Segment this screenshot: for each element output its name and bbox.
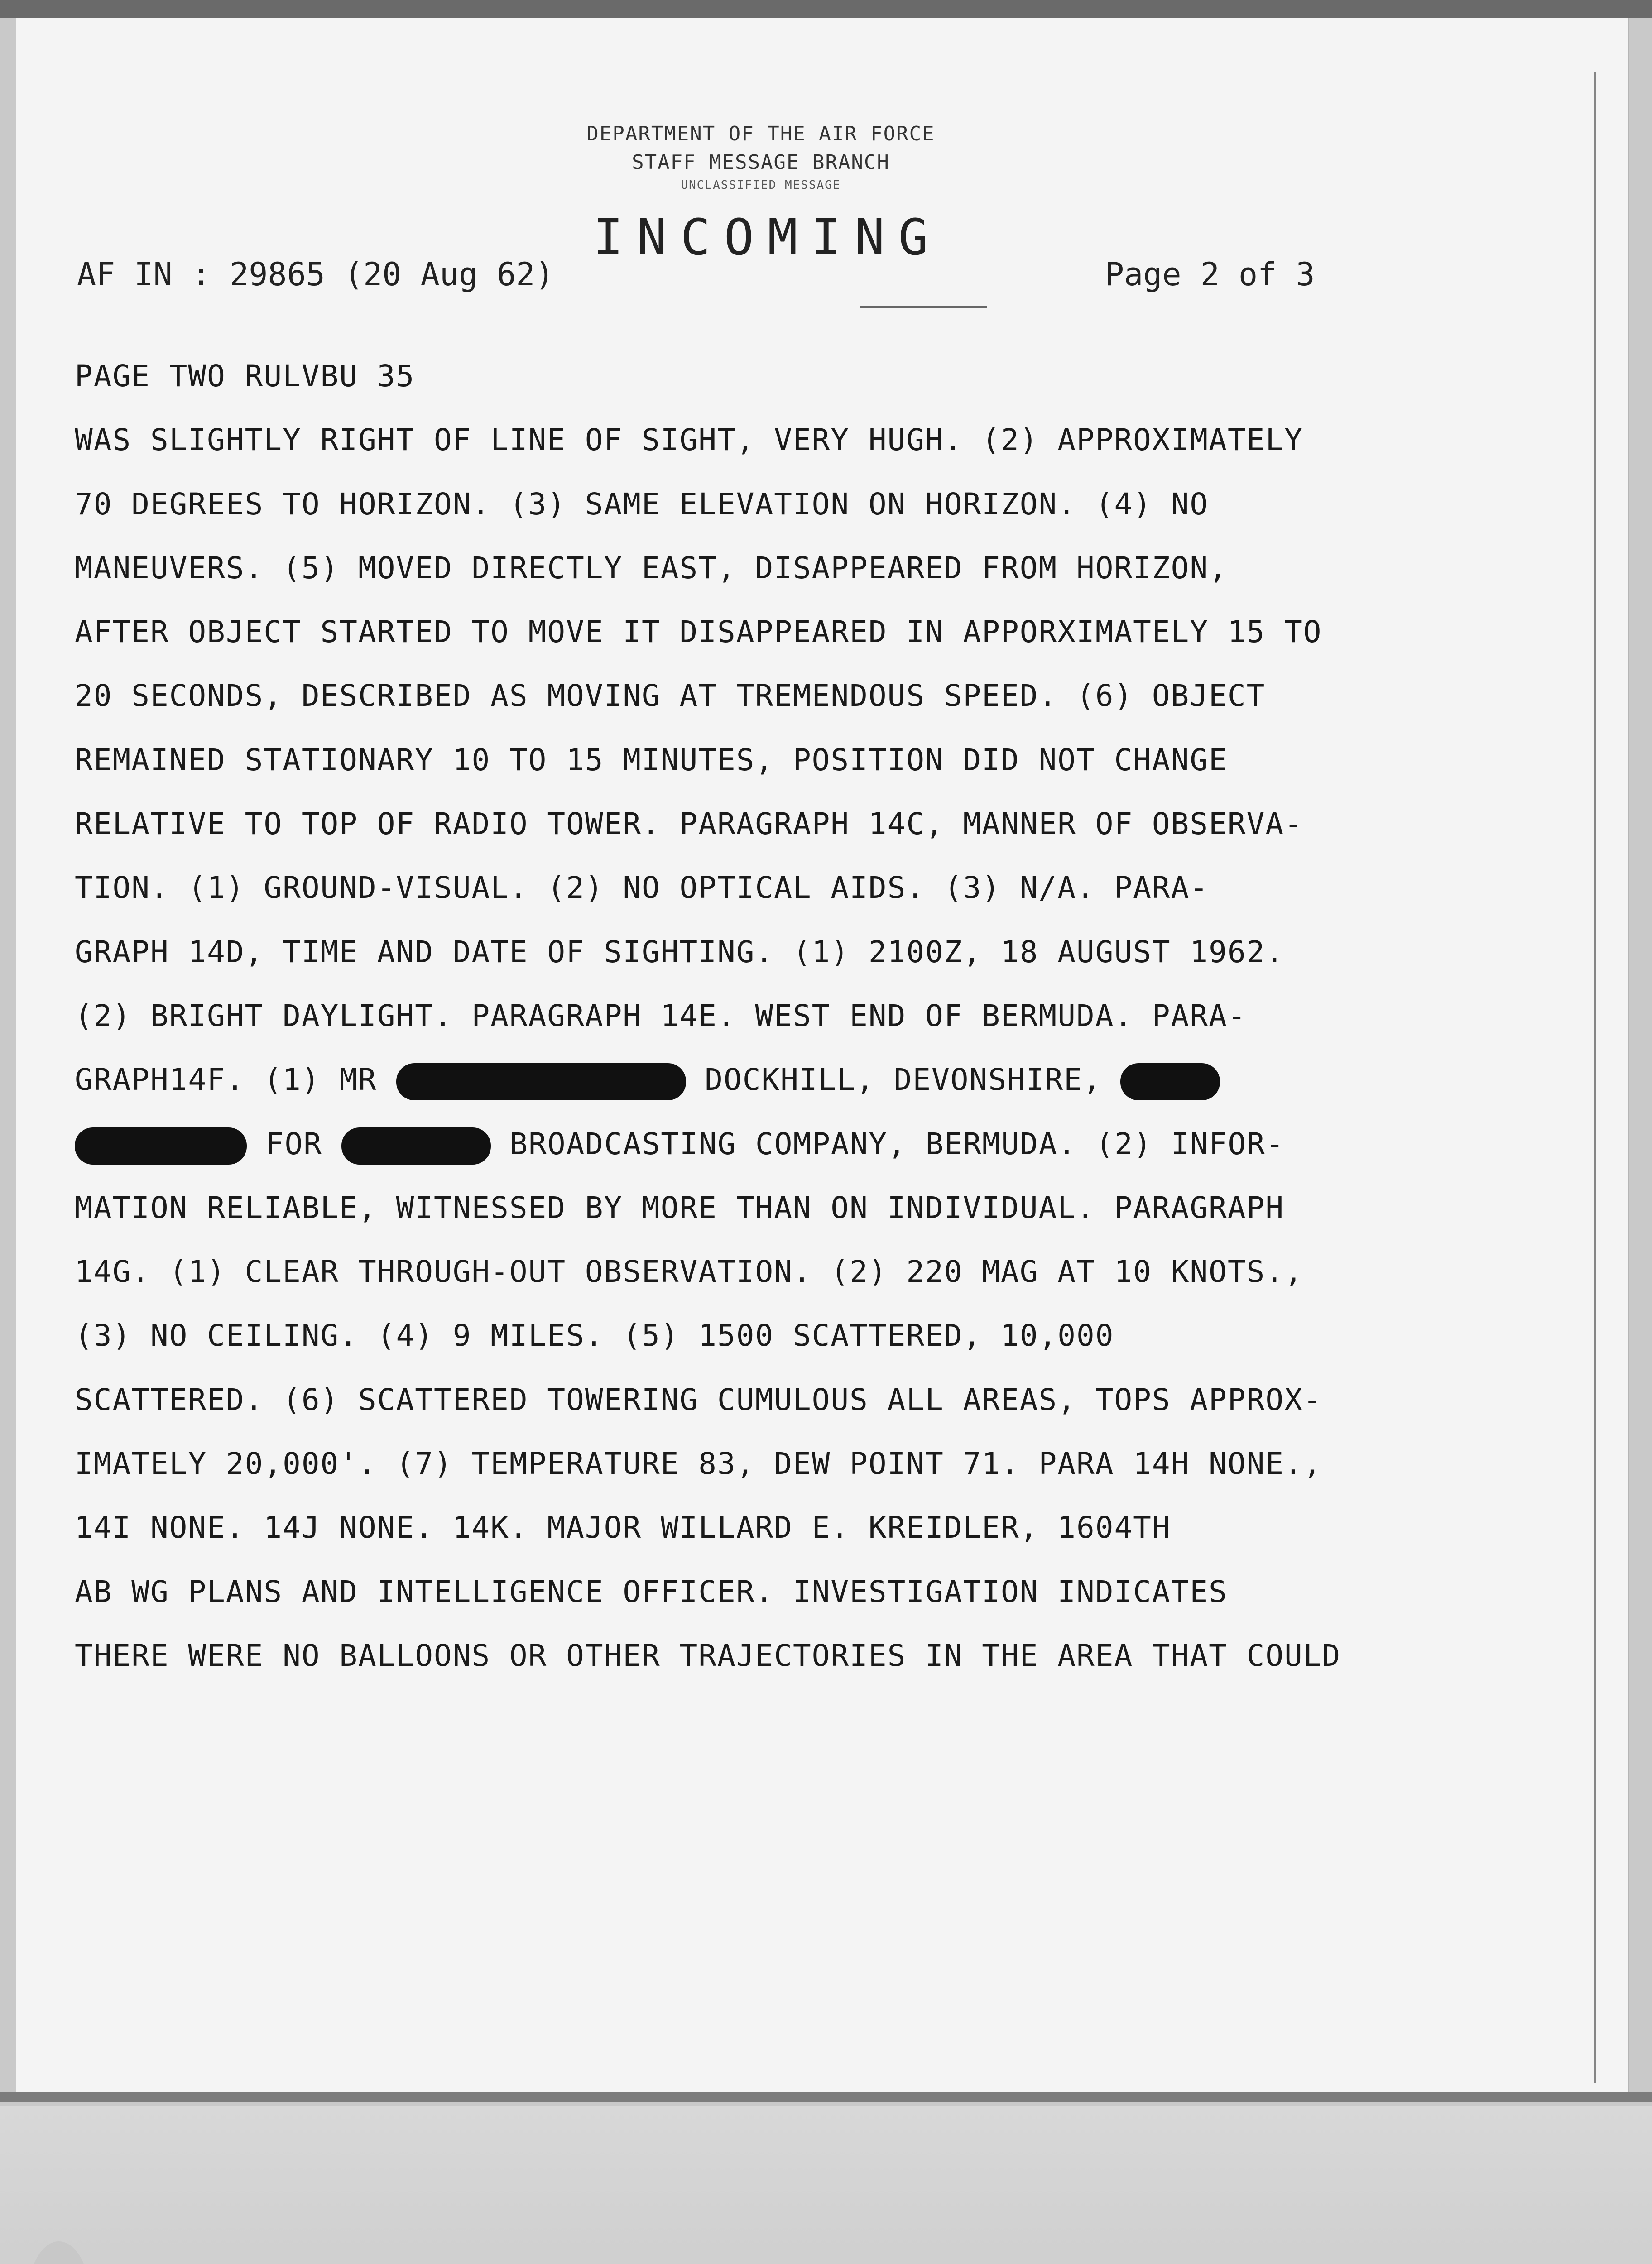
text-line: MANEUVERS. (5) MOVED DIRECTLY EAST, DISAPPEARED FROM HORIZON, — [75, 550, 1228, 585]
department-title: DEPARTMENT OF THE AIR FORCE — [586, 122, 935, 145]
text-line: 20 SECONDS, DESCRIBED AS MOVING AT TREMENDOUS SPEED. (6) OBJECT — [75, 678, 1266, 714]
incoming-stamp: INCOMING — [593, 208, 942, 266]
text-line: 14I NONE. 14J NONE. 14K. MAJOR WILLARD E. KREIDLER, 1604TH — [75, 1510, 1171, 1545]
text-line: SCATTERED. (6) SCATTERED TOWERING CUMULOUS ALL AREAS, TOPS APPROX- — [75, 1382, 1322, 1417]
letterhead — [534, 122, 987, 192]
redaction-bar — [75, 1127, 247, 1165]
page-number: Page 2 of 3 — [1105, 256, 1315, 293]
text-line: (3) NO CEILING. (4) 9 MILES. (5) 1500 SCATTERED, 10,000 — [75, 1318, 1114, 1353]
text-line: AB WG PLANS AND INTELLIGENCE OFFICER. INVESTIGATION INDICATES — [75, 1574, 1228, 1609]
text-line: REMAINED STATIONARY 10 TO 15 MINUTES, POSITION DID NOT CHANGE — [75, 742, 1228, 777]
text-segment: GRAPH14F. (1) MR — [75, 1062, 396, 1098]
text-line: GRAPH 14D, TIME AND DATE OF SIGHTING. (1) 2100Z, 18 AUGUST 1962. — [75, 934, 1285, 969]
text-line: PAGE TWO RULVBU 35 — [75, 359, 415, 393]
redaction-bar — [341, 1127, 491, 1165]
text-line — [75, 1112, 1569, 1176]
text-line — [75, 1048, 1569, 1112]
page-bottom-edge — [0, 2092, 1652, 2102]
background-table — [0, 2106, 1652, 2264]
redaction-bar — [1120, 1063, 1220, 1100]
text-line: AFTER OBJECT STARTED TO MOVE IT DISAPPEARED IN APPORXIMATELY 15 TO — [75, 614, 1322, 650]
text-segment: DOCKHILL, DEVONSHIRE, — [686, 1062, 1121, 1098]
incoming-underline — [860, 306, 987, 308]
text-line: WAS SLIGHTLY RIGHT OF LINE OF SIGHT, VERY HUGH. (2) APPROXIMATELY — [75, 422, 1303, 458]
text-line: IMATELY 20,000'. (7) TEMPERATURE 83, DEW POINT 71. PARA 14H NONE., — [75, 1446, 1322, 1482]
text-line: 70 DEGREES TO HORIZON. (3) SAME ELEVATION ON HORIZON. (4) NO — [75, 486, 1209, 522]
text-segment: BROADCASTING COMPANY, BERMUDA. (2) INFOR- — [490, 1126, 1285, 1161]
redaction-bar — [396, 1063, 686, 1100]
text-line: (2) BRIGHT DAYLIGHT. PARAGRAPH 14E. WEST END OF BERMUDA. PARA- — [75, 998, 1247, 1033]
message-reference: AF IN : 29865 (20 Aug 62) — [77, 256, 554, 293]
text-line: TION. (1) GROUND-VISUAL. (2) NO OPTICAL AIDS. (3) N/A. PARA- — [75, 870, 1209, 906]
branch-title: STAFF MESSAGE BRANCH — [632, 151, 890, 174]
text-line: MATION RELIABLE, WITNESSED BY MORE THAN ON INDIVIDUAL. PARAGRAPH — [75, 1190, 1285, 1225]
stain — [27, 2241, 91, 2264]
text-line: THERE WERE NO BALLOONS OR OTHER TRAJECTORIES IN THE AREA THAT COULD — [75, 1638, 1341, 1673]
right-margin-rule — [1594, 72, 1596, 2083]
classification-label: UNCLASSIFIED MESSAGE — [681, 178, 841, 192]
text-line: 14G. (1) CLEAR THROUGH-OUT OBSERVATION. (2) 220 MAG AT 10 KNOTS., — [75, 1254, 1303, 1290]
text-line: RELATIVE TO TOP OF RADIO TOWER. PARAGRAPH 14C, MANNER OF OBSERVA- — [75, 806, 1303, 842]
text-segment: FOR — [247, 1126, 341, 1161]
film-top-strip — [0, 0, 1652, 18]
message-body — [75, 344, 1569, 1688]
